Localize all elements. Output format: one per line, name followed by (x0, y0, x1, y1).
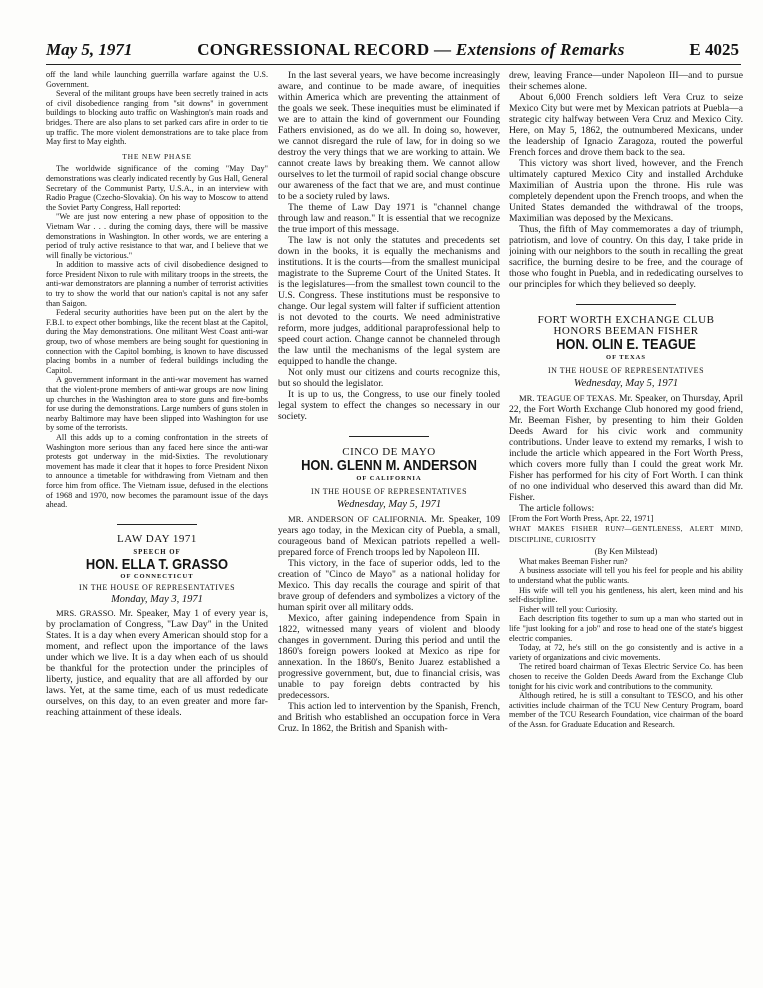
header-date: May 5, 1971 (46, 40, 133, 59)
paragraph: About 6,000 French soldiers left Vera Cruz to seize Mexico City but were met by Mexican patriots at Puebla—a strategic city halfway between Vera Cruz and Mexico City. Here, on May 5, 1862, the outnumbered Mexicans, under the leadership of Ignacio Zaragoza, routed the powerful French forces and drove them back to the sea. (509, 92, 743, 158)
paragraph: Several of the militant groups have been secretly trained in acts of civil disobedience ranging from "sit downs" in government buildings to blocking auto traffic on Washington's main roads and bridges. There are also plans to set parked cars afire in order to tie up traffic. The more violent demonstrations are to take place from May first to May eighth. (46, 89, 268, 147)
paragraph: Although retired, he is still a consultant to TESCO, and his other activities include chairman of the TCU New Century Program, board member of the TCU Research Foundation, vice chairman of the board of the Assn. for Graduate Education and Research. (509, 691, 743, 729)
paragraph: "We are just now entering a new phase of opposition to the Vietnam War . . . during the coming days, there will be massive demonstrations in Washington. In other words, we are entering a period of truly active resistance to that war, and I believe that we will finally be victorious." (46, 212, 268, 260)
paragraph: What makes Beeman Fisher run? (519, 556, 628, 566)
paragraph (509, 393, 743, 503)
paragraph: drew, leaving France—under Napoleon III—and to pursue their schemes alone. (509, 70, 743, 92)
paragraph-text: Mr. Speaker, 109 years ago today, in the Mexican city of Puebla, a small, courageous band of Mexican patriots repelled a well-prepared force of French troops led by Napoleon III. (278, 514, 500, 558)
section-title: FORT WORTH EXCHANGE CLUB (537, 314, 715, 326)
paragraph: The worldwide significance of the coming "May Day" demonstrations was clearly indicated recently by Gus Hall, General Secretary of the Communist Party, U.S.A., in an interview with Radio Prague (Czecho-Slovakia). On his way to Moscow to attend the Soviet Party Congress, Hall reported: (46, 164, 268, 212)
paragraph-text: Mr. Speaker, on Thursday, April 22, the Fort Worth Exchange Club honored my good friend, Mr. Beeman Fisher, by presenting to him their Golden Deeds Award for his civic work and community contributions. Under leave to extend my remarks, I wish to include the article which appeared in the Fort Worth Press, which covers more fully than I could the great work Mr. Fisher has performed for his city of Fort Worth. I can think of no one individual who deserved this award than did Mr. Fisher. (509, 393, 743, 503)
page-header (46, 40, 739, 64)
article-source: [From the Fort Worth Press, Apr. 22, 1971] (509, 514, 654, 523)
paragraph: Thus, the fifth of May commemorates a day of triumph, patriotism, and love of country. On this day, I take pride in joining with our neighbors to the south in recalling the great sacrifice, the burning desire to be free, and the courage of those who fought in Puebla, and in rededicating ourselves to our principles for which they believed so deeply. (509, 224, 743, 290)
speaker-name: MR. TEAGUE OF TEXAS. (519, 393, 617, 403)
paragraph (278, 514, 500, 558)
paragraph: Each description fits together to sum up a man who started out in life "just looking for a job" and rose to head one of the state's biggest electric companies. (509, 614, 743, 643)
article-body (509, 557, 743, 730)
member-state: OF TEXAS (606, 354, 646, 361)
chamber-label: IN THE HOUSE OF REPRESENTATIVES (547, 366, 705, 375)
column-2 (278, 70, 500, 976)
member-name: HON. GLENN M. ANDERSON (301, 457, 477, 474)
paragraph: The law is not only the statutes and precedents set down in the books, it is equally the mechanisms and institutions. It is the courts—from the smallest municipal magistrate to the Supreme Court of the United States. It is the legislatures—from the smallest town council to the U.S. Congress. These institutions must be responsive to change. Our legal system will falter if sufficient attention is not devoted to the courts. We need administrative reform, more judges, additional paraprofessional help to speed court action. Change cannot be channeled through the law until the mechanisms of the legal system are equipped to handle the change. (278, 235, 500, 367)
paragraph: Mexico, after gaining independence from Spain in 1822, witnessed many years of violent and bloody changes in government. During this period and until the 1860's foreign powers looked at Mexico as ripe for annexation. In the 1860's, Benito Juarez established a progressive government, but, due to financial crisis, was unable to pay foreign debts contracted by his predecessors. (278, 613, 500, 701)
paragraph (46, 608, 268, 718)
paragraph: A business associate will tell you his feel for people and his ability to understand what the public wants. (509, 566, 743, 585)
paragraph: Not only must our citizens and courts recognize this, but so should the legislator. (278, 367, 500, 389)
article-byline: (By Ken Milstead) (594, 546, 658, 556)
subheading: THE NEW PHASE (122, 151, 192, 161)
chamber-label: IN THE HOUSE OF REPRESENTATIVES (78, 583, 236, 593)
paragraph: Federal security authorities have been put on the alert by the F.B.I. to expect other bombings, like the recent blast at the Capitol, during the May demonstrations. One militant West Coast anti-war group, two of whose members are being sought for questioning in connection with the Capitol bombing, is known to have discussed placing bombs in a number of federal buildings including the Capitol. (46, 308, 268, 375)
divider (576, 304, 676, 305)
divider (117, 524, 197, 525)
paragraph: In addition to massive acts of civil disobedience designed to force President Nixon to rule with military troops in the streets, the anti-war demonstrators are planning a number of terrorist activities to try to show the world that our nation's capital is not any safer than Saigon. (46, 260, 268, 308)
paragraph: The retired board chairman of Texas Electric Service Co. has been chosen to receive the Golden Deeds Award from the Exchange Club tonight for his civic work and contributions to the community. (509, 662, 743, 691)
speech-date: Wednesday, May 5, 1971 (573, 378, 679, 389)
paragraph: Today, at 72, he's still on the go consistently and is active in a variety of organizations and civic movements. (509, 643, 743, 662)
paragraph: This action led to intervention by the Spanish, French, and British who established an occupation force in Vera Cruz. In 1862, the British and Spanish with- (278, 701, 500, 734)
section-title-line-2: HONORS BEEMAN FISHER (553, 325, 699, 337)
paragraph: This victory was short lived, however, and the French ultimately captured Mexico City and installed Archduke Maximilian of Austria upon the throne. His rule was completely dependent upon the French troops, and when the United States demanded the withdrawal of the troops, Maximilian was deposed by the Mexicans. (509, 158, 743, 224)
paragraph: This victory, in the face of superior odds, led to the creation of "Cinco de Mayo" as a national holiday for Mexico. This day recalls the courage and spirit of that brave group of defenders and symbolizes a victory of the human spirit over all military odds. (278, 558, 500, 613)
paragraph: All this adds up to a coming confrontation in the streets of Washington more serious than any faced here since the anti-war protests got underway in the mid-Sixties. The revolutionary movement has made it clear that it hopes to force President Nixon to announce a timetable for withdrawing from Vietnam and then force him from office. The Vietnam issue, defused in the elections of 1968 and 1970, now becomes the paramount issue of the days ahead. (46, 432, 268, 510)
paragraph: off the land while launching guerrilla warfare against the U.S. Government. (46, 70, 268, 89)
chamber-label: IN THE HOUSE OF REPRESENTATIVES (310, 487, 468, 496)
paragraph: A government informant in the anti-war movement has warned that the violent-prone members of anti-war groups are now lining up churches in the Washington area to store guns and fire-bombs for use during the demonstrations. Large numbers of guns stolen in nearby Baltimore may have been slipped into Washington for use by some of the terrorists. (46, 375, 268, 433)
column-1 (46, 70, 268, 976)
paragraph-text: Mr. Speaker, May 1 of every year is, by proclamation of Congress, "Law Day" in the United States. It is a day when every American should stop for a moment, and reflect upon the importance of the laws under which we live. It is a day when each of us should be thankful for the protection under the principles of liberty, justice, and equality that are all afforded by our laws. Yet, at the same time, each of us must rededicate ourselves, on this day, to an even greater and more far-reaching attainment of these ideals. (46, 608, 268, 719)
paragraph: His wife will tell you his gentleness, his alert, keen mind and his self-discipline. (509, 585, 743, 605)
paragraph: The theme of Law Day 1971 is "channel change through law and reason." It is essential that we recognize the true import of this message. (278, 202, 500, 235)
header-page-number: E 4025 (689, 40, 739, 59)
header-publication: CONGRESSIONAL RECORD (197, 40, 430, 59)
member-name: HON. OLIN E. TEAGUE (556, 336, 696, 353)
header-section: Extensions of Remarks (455, 40, 625, 59)
paragraph: It is up to us, the Congress, to use our finely tooled legal system to effect the changes so necessary in our society. (278, 389, 500, 422)
paragraph: Fisher will tell you: Curiosity. (519, 604, 618, 614)
header-title: CONGRESSIONAL RECORD — Extensions of Remarks (197, 40, 625, 59)
article-headline: WHAT MAKES FISHER RUN?—GENTLENESS, ALERT MIND, DISCIPLINE, CURIOSITY (509, 524, 743, 544)
paragraph: The article follows: (519, 503, 595, 514)
speech-date: Wednesday, May 5, 1971 (336, 499, 442, 510)
section-title: CINCO DE MAYO (342, 446, 436, 458)
speech-of-label: SPEECH OF (133, 549, 181, 557)
column-3 (509, 70, 743, 976)
header-rule (46, 64, 741, 65)
member-state: OF CALIFORNIA (356, 475, 422, 482)
section-title: LAW DAY 1971 (117, 532, 197, 545)
member-name: HON. ELLA T. GRASSO (85, 555, 229, 573)
speaker-name: MR. ANDERSON OF CALIFORNIA. (288, 514, 427, 524)
member-state: OF CONNECTICUT (120, 572, 194, 580)
paragraph: In the last several years, we have become increasingly aware, and continue to be made aware, of inequities within America which are preventing the attainment of the goals we seek. These inequities must be eliminated if we are to attain the kind of government our Founding Fathers envisioned, as do we all. In doing so, however, we cannot disregard the rule of law, for in doing so we destroy the very things that we are working to attain. We cannot create laws by breaking them. We cannot allow ourselves to let the turmoil of rapid social change obscure our awareness of the fact that we are, and must continue to be a society ruled by laws. (278, 70, 500, 202)
speaker-name: MRS. GRASSO. (56, 608, 116, 619)
speech-date: Monday, May 3, 1971 (111, 593, 203, 605)
divider (349, 436, 429, 437)
